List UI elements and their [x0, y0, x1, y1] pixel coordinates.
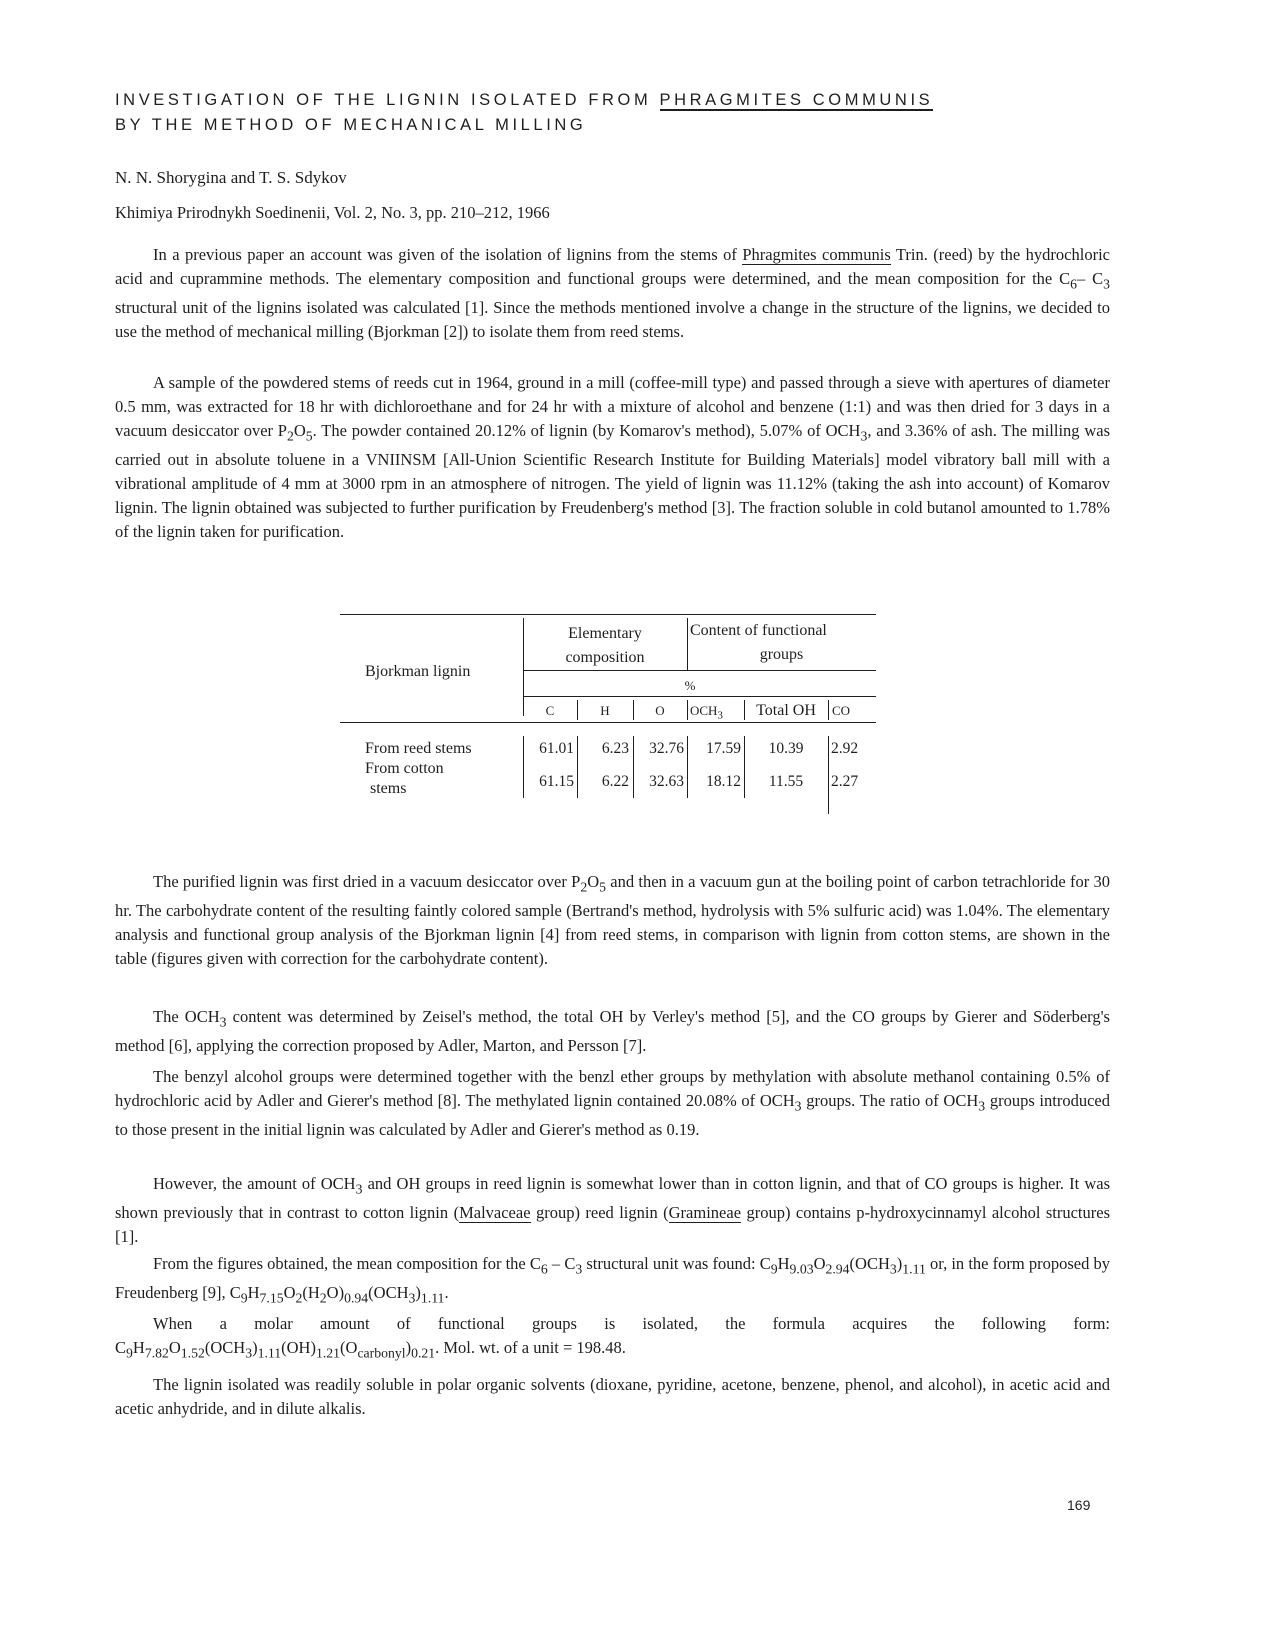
- table-cell: 32.76: [649, 740, 684, 757]
- authors: N. N. Shorygina and T. S. Sdykov: [115, 168, 347, 187]
- table-top-rule: [340, 614, 876, 615]
- table-stub-header: Bjorkman lignin: [365, 663, 471, 680]
- paragraph-4: The $OCH_3$ content was determined by Zeisel's method, the total OH by Verley's method [5], and the CO groups by Gierer and Söderberg's method [6], applying the correction proposed by Adler, Marton, and Persson [7].: [115, 1007, 1110, 1056]
- table-col-h: H: [600, 703, 610, 718]
- paragraph-8: When a molar amount of functional groups is isolated, the formula acquires the following form: $C_9H_{7.82}O_{1.52}(OCH_3)_{1.11}(OH)_{1.21}(O_{carbonyl})_{0.21}$. Mol. wt. of a unit = 198.48.: [115, 1314, 1110, 1361]
- table-row-label-cotton-1: From cotton: [365, 760, 444, 777]
- table-col-total-oh: Total OH: [756, 702, 816, 719]
- table-cell: 18.12: [706, 773, 741, 790]
- table-col-o: O: [655, 703, 665, 718]
- paragraph-2: A sample of the powdered stems of reeds cut in 1964, ground in a mill (coffee-mill type) and passed through a sieve with apertures of diameter 0.5 mm, was extracted for 18 hr with dichloroethane and for 24 hr with a mixture of alcohol and benzene (1:1) and was then dried for 3 days in a vacuum desiccator over $P_2O_5$. The powder contained 20.12% of lignin (by Komarov's method), 5.07% of $OCH_3$, and 3.36% of ash. The milling was carried out in absolute toluene in a VNIINSM [All-Union Scientific Research Institute for Building Materials] model vibratory ball mill with a vibrational amplitude of 4 mm at 3000 rpm in an atmosphere of nitrogen. The yield of lignin was 11.12% (taking the ash into account) of Komarov lignin. The lignin obtained was subjected to further purification by Freudenberg's method [3]. The fraction soluble in cold butanol amounted to 1.78% of the lignin taken for purification.: [115, 373, 1111, 542]
- table-row-label-reed: From reed stems: [365, 740, 472, 757]
- table-cell: 6.22: [601, 773, 629, 790]
- table-cell: 17.59: [706, 740, 741, 757]
- paragraph-1: In a previous paper an account was given of the isolation of lignins from the stems of Phragmites communis Trin. (reed) by the hydrochloric acid and cuprammine methods. The elementary composition and functional groups were determined, and the mean composition for the $C_6-$ $C_3$ structural unit of the lignins isolated was calculated [1]. Since the methods mentioned involve a change in the structure of the lignins, we decided to use the method of mechanical milling (Bjorkman [2]) to isolate them from reed stems.: [115, 245, 1110, 342]
- table-row-label-cotton-2: stems: [370, 780, 407, 797]
- table-header-groups: groups: [759, 646, 804, 663]
- table-col-co: CO: [832, 703, 851, 718]
- paragraph-9: The lignin isolated was readily soluble in polar organic solvents (dioxane, pyridine, acetone, benzene, phenol, and alcohol), in acetic acid and acetic anhydride, and in dilute alkalis.: [115, 1375, 1110, 1418]
- title-species-name: PHRAGMITES COMMUNIS: [659, 91, 934, 109]
- table-vline: [828, 736, 829, 814]
- table-cell: 6.23: [601, 740, 629, 757]
- table-cell: 2.92: [831, 740, 859, 757]
- table-vline: [687, 700, 688, 720]
- table-cell: 61.01: [539, 740, 574, 757]
- table-cell: 61.15: [539, 773, 574, 790]
- paragraph-6: However, the amount of $OCH_3$ and OH groups in reed lignin is somewhat lower than in cotton lignin, and that of CO groups is higher. It was shown previously that in contrast to cotton lignin (Malvaceae group) reed lignin (Gramineae group) contains p-hydroxycinnamyl alcohol structures [1].: [115, 1174, 1110, 1247]
- table-cell: 2.27: [831, 773, 859, 790]
- table-unit-rule: [523, 696, 876, 697]
- table-header-rule: [523, 670, 876, 671]
- paragraph-7: From the figures obtained, the mean composition for the $C_6 - C_3$ structural unit was found: $C_9H_{9.03}O_{2.94}(OCH_3)_{1.11}$ or, in the form proposed by Freudenberg [9], $C_9H_{7.15}O_2(H_2O)_{0.94}(OCH_3)_{1.11}$.: [115, 1254, 1110, 1306]
- table-header-elementary: Elementary: [568, 625, 642, 642]
- table-body-rule: [340, 722, 876, 723]
- paragraph-5: The benzyl alcohol groups were determined together with the benzl ether groups by methylation with absolute methanol containing 0.5% of hydrochloric acid by Adler and Gierer's method [8]. The methylated lignin contained 20.08% of $OCH_3$ groups. The ratio of $OCH_3$ groups introduced to those present in the initial lignin was calculated by Adler and Gierer's method as 0.19.: [115, 1067, 1110, 1140]
- table-vline: [828, 700, 829, 720]
- table-header-functional: Content of functional: [690, 622, 827, 639]
- table-col-och3: $OCH_3$: [690, 703, 723, 722]
- table-cell: 11.55: [768, 773, 804, 790]
- title-line-2: BY THE METHOD OF MECHANICAL MILLING: [115, 116, 587, 134]
- table-header-composition: composition: [565, 649, 645, 666]
- citation: Khimiya Prirodnykh Soedinenii, Vol. 2, No. 3, pp. 210–212, 1966: [115, 203, 550, 222]
- paragraph-3: The purified lignin was first dried in a vacuum desiccator over $P_2O_5$ and then in a vacuum gun at the boiling point of carbon tetrachloride for 30 hr. The carbohydrate content of the resulting faintly colored sample (Bertrand's method, hydrolysis with 5% sulfuric acid) was 1.04%. The elementary analysis and functional group analysis of the Bjorkman lignin [4] from reed stems, in comparison with lignin from cotton stems, are shown in the table (figures given with correction for the carbohydrate content).: [115, 872, 1110, 969]
- table-cell: 32.63: [649, 773, 684, 790]
- page-number: 169: [1067, 1497, 1091, 1513]
- table-cell: 10.39: [768, 740, 804, 757]
- composition-table: [340, 610, 880, 820]
- title-line-1: INVESTIGATION OF THE LIGNIN ISOLATED FROM: [115, 91, 660, 109]
- table-unit-percent: %: [684, 678, 696, 693]
- article-title: [115, 88, 933, 138]
- table-col-c: C: [545, 703, 555, 718]
